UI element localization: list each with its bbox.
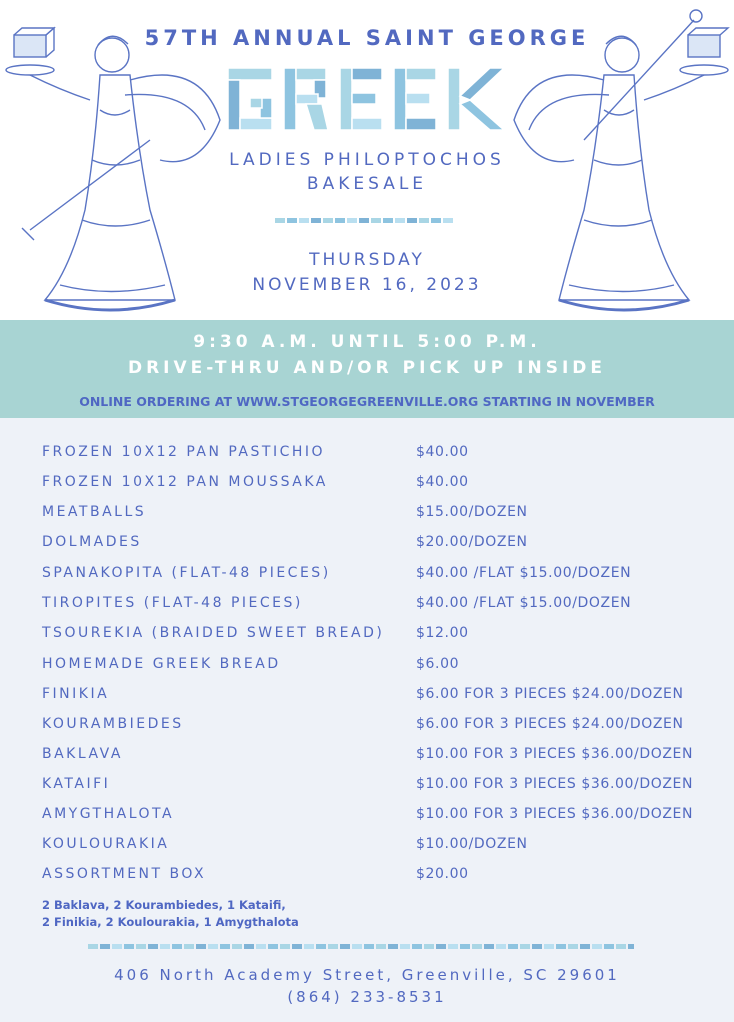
mosaic-tile: [460, 944, 470, 949]
mosaic-tile: [400, 944, 410, 949]
assortment-box-contents: 2 Baklava, 2 Kourambiedes, 1 Kataifi,: [42, 898, 286, 912]
mosaic-divider-bottom: [88, 944, 634, 950]
mosaic-tile: [112, 944, 122, 949]
menu-item-price: $40.00: [416, 474, 469, 490]
mosaic-tile: [604, 944, 614, 949]
mosaic-tile: [532, 944, 542, 949]
menu-item-price: $15.00/DOZEN: [416, 504, 528, 520]
organization-name: LADIES PHILOPTOCHOS: [229, 150, 505, 170]
menu-row: [0, 776, 734, 806]
mosaic-tile: [628, 944, 634, 949]
menu-item-name: HOMEMADE GREEK BREAD: [42, 656, 281, 672]
mosaic-tile: [388, 944, 398, 949]
greek-mosaic-title: [222, 62, 512, 142]
mosaic-tile: [232, 944, 242, 949]
mosaic-tile: [544, 944, 554, 949]
mosaic-tile: [100, 944, 110, 949]
mosaic-tile: [376, 944, 386, 949]
event-day: THURSDAY: [309, 250, 425, 270]
event-type: BAKESALE: [306, 174, 428, 194]
mosaic-tile: [568, 944, 578, 949]
mosaic-tile: [280, 944, 290, 949]
menu-row: [0, 625, 734, 655]
menu-item-price: $10.00 FOR 3 PIECES $36.00/DOZEN: [416, 806, 694, 822]
menu-item-price: $10.00 FOR 3 PIECES $36.00/DOZEN: [416, 776, 694, 792]
menu-item-price: $40.00 /FLAT $15.00/DOZEN: [416, 595, 632, 611]
menu-row: [0, 656, 734, 686]
event-hours: 9:30 A.M. UNTIL 5:00 P.M.: [193, 332, 541, 352]
mosaic-tile: [184, 944, 194, 949]
mosaic-divider-top: [275, 218, 459, 224]
menu-row: [0, 866, 734, 896]
menu-item-price: $6.00: [416, 656, 460, 672]
menu-item-name: KATAIFI: [42, 776, 111, 792]
pickup-info: DRIVE-THRU AND/OR PICK UP INSIDE: [127, 358, 607, 378]
mosaic-tile: [340, 944, 350, 949]
menu-row: [0, 474, 734, 504]
menu-item-price: $6.00 FOR 3 PIECES $24.00/DOZEN: [416, 716, 684, 732]
mosaic-tile: [196, 944, 206, 949]
menu-item-name: MEATBALLS: [42, 504, 147, 520]
mosaic-tile: [484, 944, 494, 949]
menu-item-name: FROZEN 10X12 PAN PASTICHIO: [42, 444, 326, 460]
mosaic-tile: [448, 944, 458, 949]
header-section: [0, 0, 734, 320]
menu-item-price: $6.00 FOR 3 PIECES $24.00/DOZEN: [416, 686, 684, 702]
menu-row: [0, 746, 734, 776]
mosaic-tile: [124, 944, 134, 949]
mosaic-tile: [328, 944, 338, 949]
mosaic-tile: [352, 944, 362, 949]
menu-row: [0, 504, 734, 534]
menu-row: [0, 595, 734, 625]
menu-item-price: $20.00: [416, 866, 469, 882]
menu-row: [0, 565, 734, 595]
menu-item-name: ASSORTMENT BOX: [42, 866, 207, 882]
mosaic-tile: [520, 944, 530, 949]
menu-item-name: AMYGTHALOTA: [42, 806, 175, 822]
menu-item-price: $20.00/DOZEN: [416, 534, 528, 550]
event-date: NOVEMBER 16, 2023: [252, 275, 482, 295]
menu-item-name: TIROPITES (FLAT-48 PIECES): [42, 595, 303, 611]
mosaic-tile: [364, 944, 374, 949]
mosaic-tile: [292, 944, 302, 949]
mosaic-tile: [148, 944, 158, 949]
menu-item-name: KOURAMBIEDES: [42, 716, 184, 732]
street-address: 406 North Academy Street, Greenville, SC 29601: [114, 966, 620, 984]
assortment-box-contents: 2 Finikia, 2 Koulourakia, 1 Amygthalota: [42, 915, 299, 929]
mosaic-tile: [244, 944, 254, 949]
mosaic-tile: [424, 944, 434, 949]
mosaic-tile: [256, 944, 266, 949]
mosaic-tile: [160, 944, 170, 949]
mosaic-tile: [220, 944, 230, 949]
phone-number: (864) 233-8531: [287, 988, 447, 1006]
menu-item-name: KOULOURAKIA: [42, 836, 170, 852]
menu-row: [0, 716, 734, 746]
mosaic-tile: [208, 944, 218, 949]
mosaic-tile: [412, 944, 422, 949]
online-ordering-info: ONLINE ORDERING AT WWW.STGEORGEGREENVILLE.ORG STARTING IN NOVEMBER: [79, 394, 655, 409]
mosaic-tile: [88, 944, 98, 949]
menu-item-name: TSOUREKIA (BRAIDED SWEET BREAD): [42, 625, 385, 641]
menu-row: [0, 686, 734, 716]
mosaic-tile: [556, 944, 566, 949]
mosaic-tile: [268, 944, 278, 949]
mosaic-tile: [304, 944, 314, 949]
menu-item-name: FROZEN 10X12 PAN MOUSSAKA: [42, 474, 328, 490]
mosaic-tile: [472, 944, 482, 949]
event-title: 57TH ANNUAL SAINT GEORGE: [144, 26, 590, 50]
menu-section: [0, 418, 734, 1022]
mosaic-tile: [496, 944, 506, 949]
mosaic-tile: [508, 944, 518, 949]
menu-item-price: $40.00: [416, 444, 469, 460]
menu-item-name: BAKLAVA: [42, 746, 123, 762]
mosaic-tile: [136, 944, 146, 949]
mosaic-tile: [580, 944, 590, 949]
mosaic-tile: [316, 944, 326, 949]
menu-row: [0, 444, 734, 474]
menu-item-price: $40.00 /FLAT $15.00/DOZEN: [416, 565, 632, 581]
menu-item-name: DOLMADES: [42, 534, 142, 550]
menu-item-price: $12.00: [416, 625, 469, 641]
menu-row: [0, 806, 734, 836]
menu-item-price: $10.00/DOZEN: [416, 836, 528, 852]
menu-item-name: FINIKIA: [42, 686, 110, 702]
menu-item-name: SPANAKOPITA (FLAT-48 PIECES): [42, 565, 331, 581]
hours-band: [0, 320, 734, 418]
menu-row: [0, 534, 734, 564]
menu-row: [0, 836, 734, 866]
mosaic-tile: [616, 944, 626, 949]
mosaic-tile: [436, 944, 446, 949]
mosaic-tile: [592, 944, 602, 949]
mosaic-tile: [172, 944, 182, 949]
menu-item-price: $10.00 FOR 3 PIECES $36.00/DOZEN: [416, 746, 694, 762]
